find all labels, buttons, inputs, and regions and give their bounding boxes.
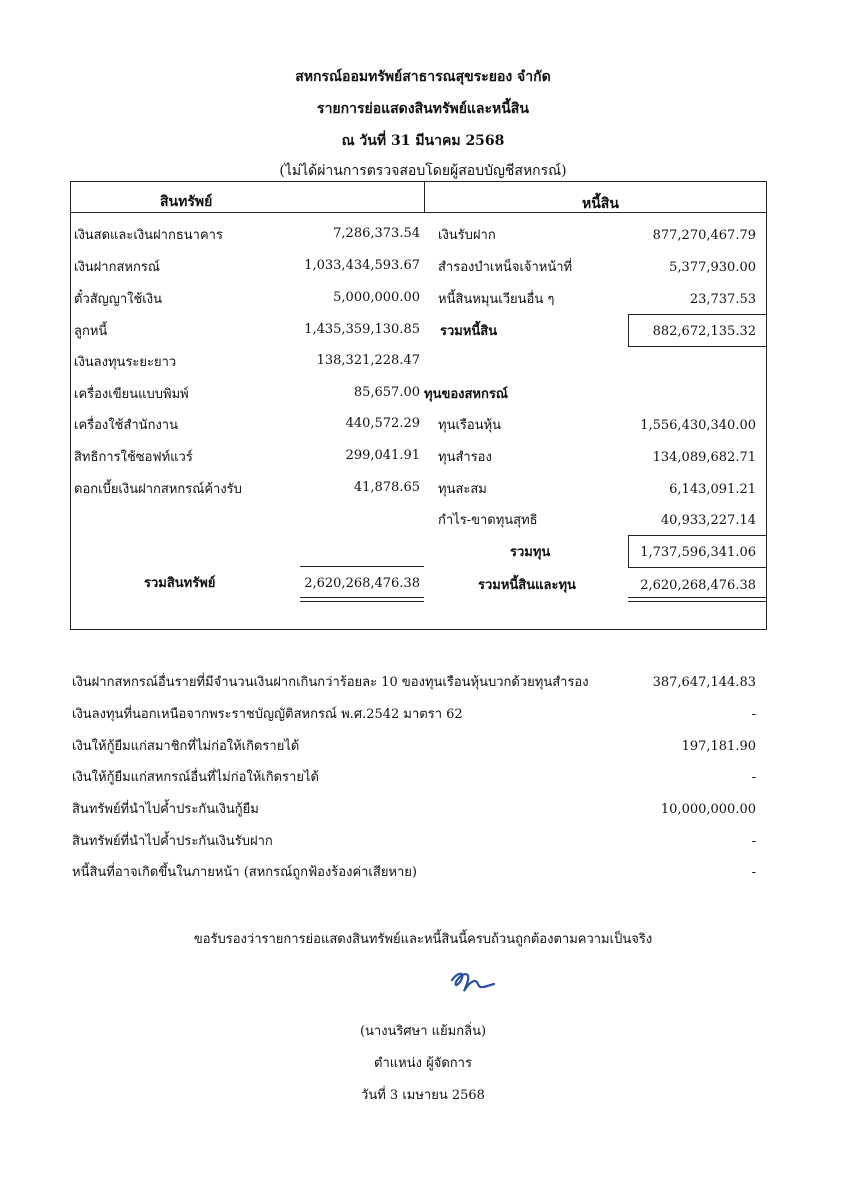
asset-label: สิทธิการใช้ซอฟท์แวร์ [74,450,193,465]
liabilities-total-amount: 882,672,135.32 [652,324,756,339]
equity-amount: 1,556,430,340.00 [640,418,756,433]
liability-amount: 23,737.53 [689,292,756,307]
equity-total-bottom-rule [628,567,766,568]
assets-total-rule [300,566,424,567]
asset-label: ลูกหนี้ [74,324,108,339]
asset-label: เครื่องใช้สำนักงาน [74,418,178,433]
signatory-name: (นางนริศษา แย้มกลิ่น) [359,1024,487,1039]
equity-total-rule [628,535,766,536]
asset-amount: 5,000,000.00 [333,290,420,305]
note-label: เงินให้กู้ยืมแก่สมาชิกที่ไม่ก่อให้เกิดรายได้ [72,739,300,754]
liability-amount: 5,377,930.00 [669,260,756,275]
liability-label: สำรองบำเหน็จเจ้าหน้าที่ [438,260,573,275]
asset-amount: 7,286,373.54 [333,226,420,241]
note-amount: 10,000,000.00 [660,802,756,817]
signatory-position: ตำแหน่ง ผู้จัดการ [374,1056,472,1071]
note-amount: 387,647,144.83 [652,675,756,690]
equity-amount: 134,089,682.71 [652,450,756,465]
note-label: เงินให้กู้ยืมแก่สหกรณ์อื่นที่ไม่ก่อให้เกิดรายได้ [72,770,319,785]
assets-heading: สินทรัพย์ [160,194,213,210]
equity-label: กำไร-ขาดทุนสุทธิ [438,513,538,528]
asset-label: ดอกเบี้ยเงินฝากสหกรณ์ค้างรับ [74,482,242,497]
grand-total-amount: 2,620,268,476.38 [640,578,756,593]
report-date: ณ วันที่ 31 มีนาคม 2568 [341,133,505,149]
signature-image [448,966,498,1000]
asset-label: เครื่องเขียนแบบพิมพ์ [74,387,189,402]
liability-label: เงินรับฝาก [438,228,496,243]
note-label: สินทรัพย์ที่นำไปค้ำประกันเงินกู้ยืม [72,802,259,817]
asset-label: เงินสดและเงินฝากธนาคาร [74,228,223,243]
note-amount: - [751,865,756,880]
grand-total-label: รวมหนี้สินและทุน [478,578,576,593]
note-label: เงินฝากสหกรณ์อื่นรายที่มีจำนวนเงินฝากเกินกว่าร้อยละ 10 ของทุนเรือนหุ้นบวกด้วยทุนสำรอง [72,675,589,690]
assets-total-double-rule [300,597,424,602]
note-label: เงินลงทุนที่นอกเหนือจากพระราชบัญญัติสหกรณ์ พ.ศ.2542 มาตรา 62 [72,707,463,722]
equity-total-amount: 1,737,596,341.06 [640,545,756,560]
assets-total-amount: 2,620,268,476.38 [304,576,420,591]
liabilities-total-rule [628,314,766,315]
equity-total-label: รวมทุน [510,545,551,560]
grand-total-double-rule [628,597,766,602]
note-label: สินทรัพย์ที่นำไปค้ำประกันเงินรับฝาก [72,834,273,849]
asset-amount: 1,033,434,593.67 [304,258,420,273]
liability-amount: 877,270,467.79 [652,228,756,243]
equity-amount: 40,933,227.14 [660,513,756,528]
equity-label: ทุนสะสม [438,482,487,497]
assets-total-label: รวมสินทรัพย์ [144,576,216,591]
liabilities-total-label: รวมหนี้สิน [440,324,498,339]
equity-label: ทุนเรือนหุ้น [438,418,502,433]
note-amount: - [751,834,756,849]
equity-label: ทุนสำรอง [438,450,492,465]
certification-date: วันที่ 3 เมษายน 2568 [361,1088,485,1103]
note-amount: - [751,770,756,785]
asset-amount: 138,321,228.47 [316,353,420,368]
equity-heading: ทุนของสหกรณ์ [424,387,508,402]
asset-label: เงินลงทุนระยะยาว [74,355,177,370]
liability-label: หนี้สินหมุนเวียนอื่น ๆ [438,292,555,307]
org-name: สหกรณ์ออมทรัพย์สาธารณสุขระยอง จำกัด [295,69,551,85]
asset-amount: 41,878.65 [353,480,420,495]
note-label: หนี้สินที่อาจเกิดขึ้นในภายหน้า (สหกรณ์ถูกฟ้องร้องค่าเสียหาย) [72,865,417,880]
equity-amount: 6,143,091.21 [669,482,756,497]
note-amount: 197,181.90 [681,739,756,754]
certification-statement: ขอรับรองว่ารายการย่อแสดงสินทรัพย์และหนี้สินนี้ครบถ้วนถูกต้องตามความเป็นจริง [193,932,653,947]
column-divider [424,181,425,212]
liabilities-heading: หนี้สิน [582,196,619,212]
asset-amount: 1,435,359,130.85 [304,322,420,337]
statement-table [70,181,767,630]
asset-amount: 440,572.29 [345,416,420,431]
liabilities-total-bottom-rule [628,346,766,347]
asset-label: เงินฝากสหกรณ์ [74,260,160,275]
report-title: รายการย่อแสดงสินทรัพย์และหนี้สิน [317,101,529,117]
asset-label: ตั๋วสัญญาใช้เงิน [74,292,162,307]
audit-note: (ไม่ได้ผ่านการตรวจสอบโดยผู้สอบบัญชีสหกรณ์) [279,163,567,179]
note-amount: - [751,707,756,722]
asset-amount: 85,657.00 [353,385,420,400]
asset-amount: 299,041.91 [345,448,420,463]
